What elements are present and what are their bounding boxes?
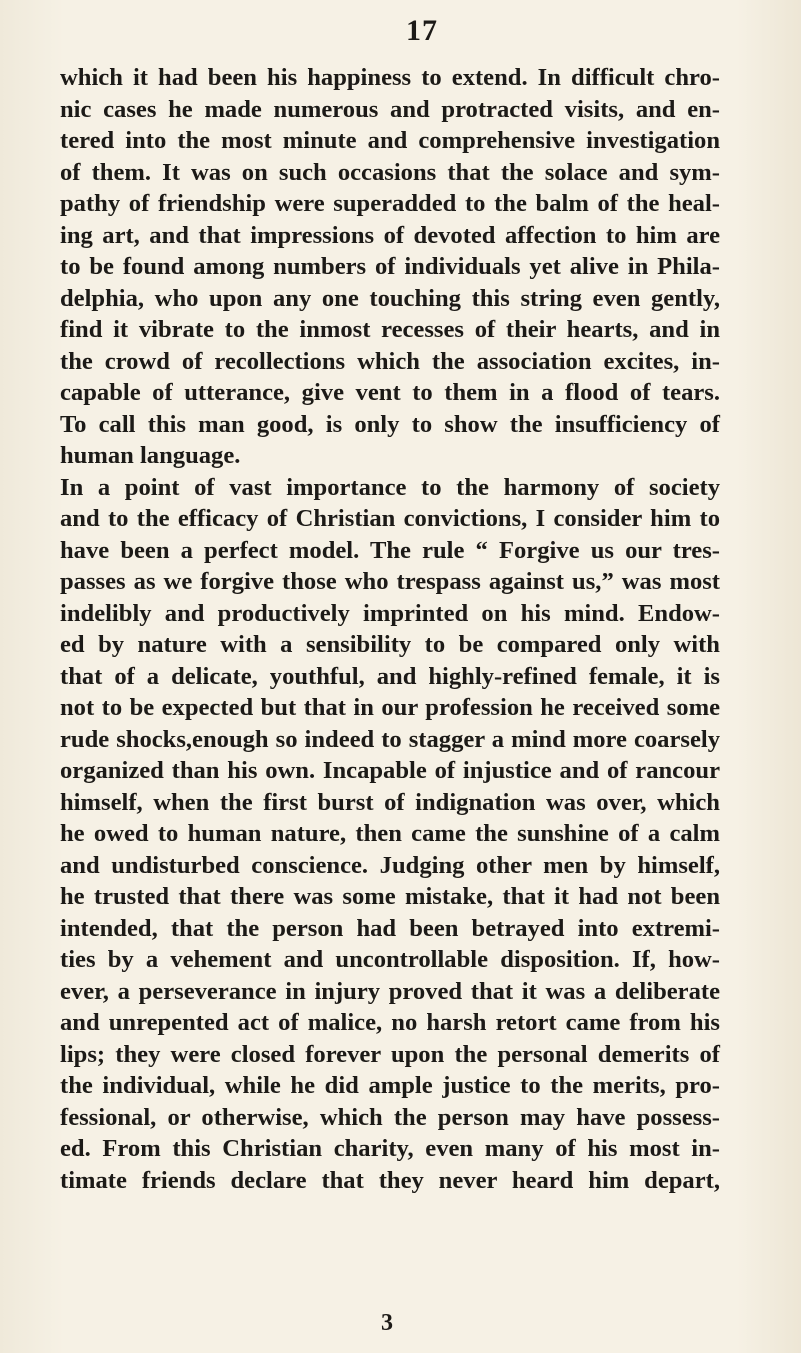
text-line: and unrepented act of malice, no harsh retort came from his	[60, 1009, 720, 1036]
text-line: lips; they were closed forever upon the personal demerits of	[60, 1040, 720, 1068]
text-line: To call this man good, is only to show the insufficiency of	[60, 410, 720, 438]
text-line: ties by a vehement and uncontrollable disposition. If, how-	[60, 946, 720, 973]
text-line: not to be expected but that in our profession he received some	[60, 694, 720, 721]
text-line: and to the efficacy of Christian convictions, I consider him to	[60, 505, 720, 532]
text-line: he owed to human nature, then came the sunshine of a calm	[60, 820, 720, 847]
text-line: nic cases he made numerous and protracted visits, and en-	[60, 95, 720, 123]
text-line: delphia, who upon any one touching this string even gently,	[60, 284, 720, 312]
text-line: have been a perfect model. The rule “ Forgive us our tres-	[60, 536, 720, 564]
text-line: fessional, or otherwise, which the person may have possess-	[60, 1103, 720, 1131]
text-line: In a point of vast importance to the harmony of society	[60, 473, 720, 501]
text-line: he trusted that there was some mistake, that it had not been	[60, 883, 720, 910]
text-line: indelibly and productively imprinted on his mind. Endow-	[60, 599, 720, 627]
signature-mark: 3	[381, 1310, 393, 1336]
text-line: capable of utterance, give vent to them in a flood of tears.	[60, 379, 720, 406]
text-line: ever, a perseverance in injury proved that it was a deliberate	[60, 977, 720, 1005]
text-line: ing art, and that impressions of devoted affection to him are	[60, 221, 720, 249]
text-line: to be found among numbers of individuals yet alive in Phila-	[60, 253, 720, 280]
page-number: 17	[406, 14, 438, 47]
text-line: pathy of friendship were superadded to the balm of the heal-	[60, 190, 720, 217]
text-line: organized than his own. Incapable of injustice and of rancour	[60, 757, 720, 784]
body-text	[60, 62, 720, 1196]
text-line: of them. It was on such occasions that the solace and sym-	[60, 158, 720, 186]
text-line: that of a delicate, youthful, and highly-refined female, it is	[60, 662, 720, 690]
text-line: passes as we forgive those who trespass against us,” was most	[60, 568, 720, 595]
text-line: intended, that the person had been betrayed into extremi-	[60, 914, 720, 942]
text-line: rude shocks,enough so indeed to stagger a mind more coarsely	[60, 725, 720, 753]
text-line: the crowd of recollections which the association excites, in-	[60, 347, 720, 375]
text-line: the individual, while he did ample justice to the merits, pro-	[60, 1072, 720, 1099]
text-line: ed. From this Christian charity, even many of his most in-	[60, 1135, 720, 1162]
text-line: and undisturbed conscience. Judging other men by himself,	[60, 851, 720, 879]
text-line: timate friends declare that they never heard him depart,	[60, 1166, 720, 1194]
text-line: human language.	[60, 442, 241, 469]
text-line: which it had been his happiness to extend. In difficult chro-	[60, 64, 720, 91]
text-line: find it vibrate to the inmost recesses of their hearts, and in	[60, 316, 720, 343]
text-line: ed by nature with a sensibility to be compared only with	[60, 631, 720, 658]
text-line: tered into the most minute and comprehensive investigation	[60, 127, 720, 154]
text-line: himself, when the first burst of indignation was over, which	[60, 788, 720, 816]
